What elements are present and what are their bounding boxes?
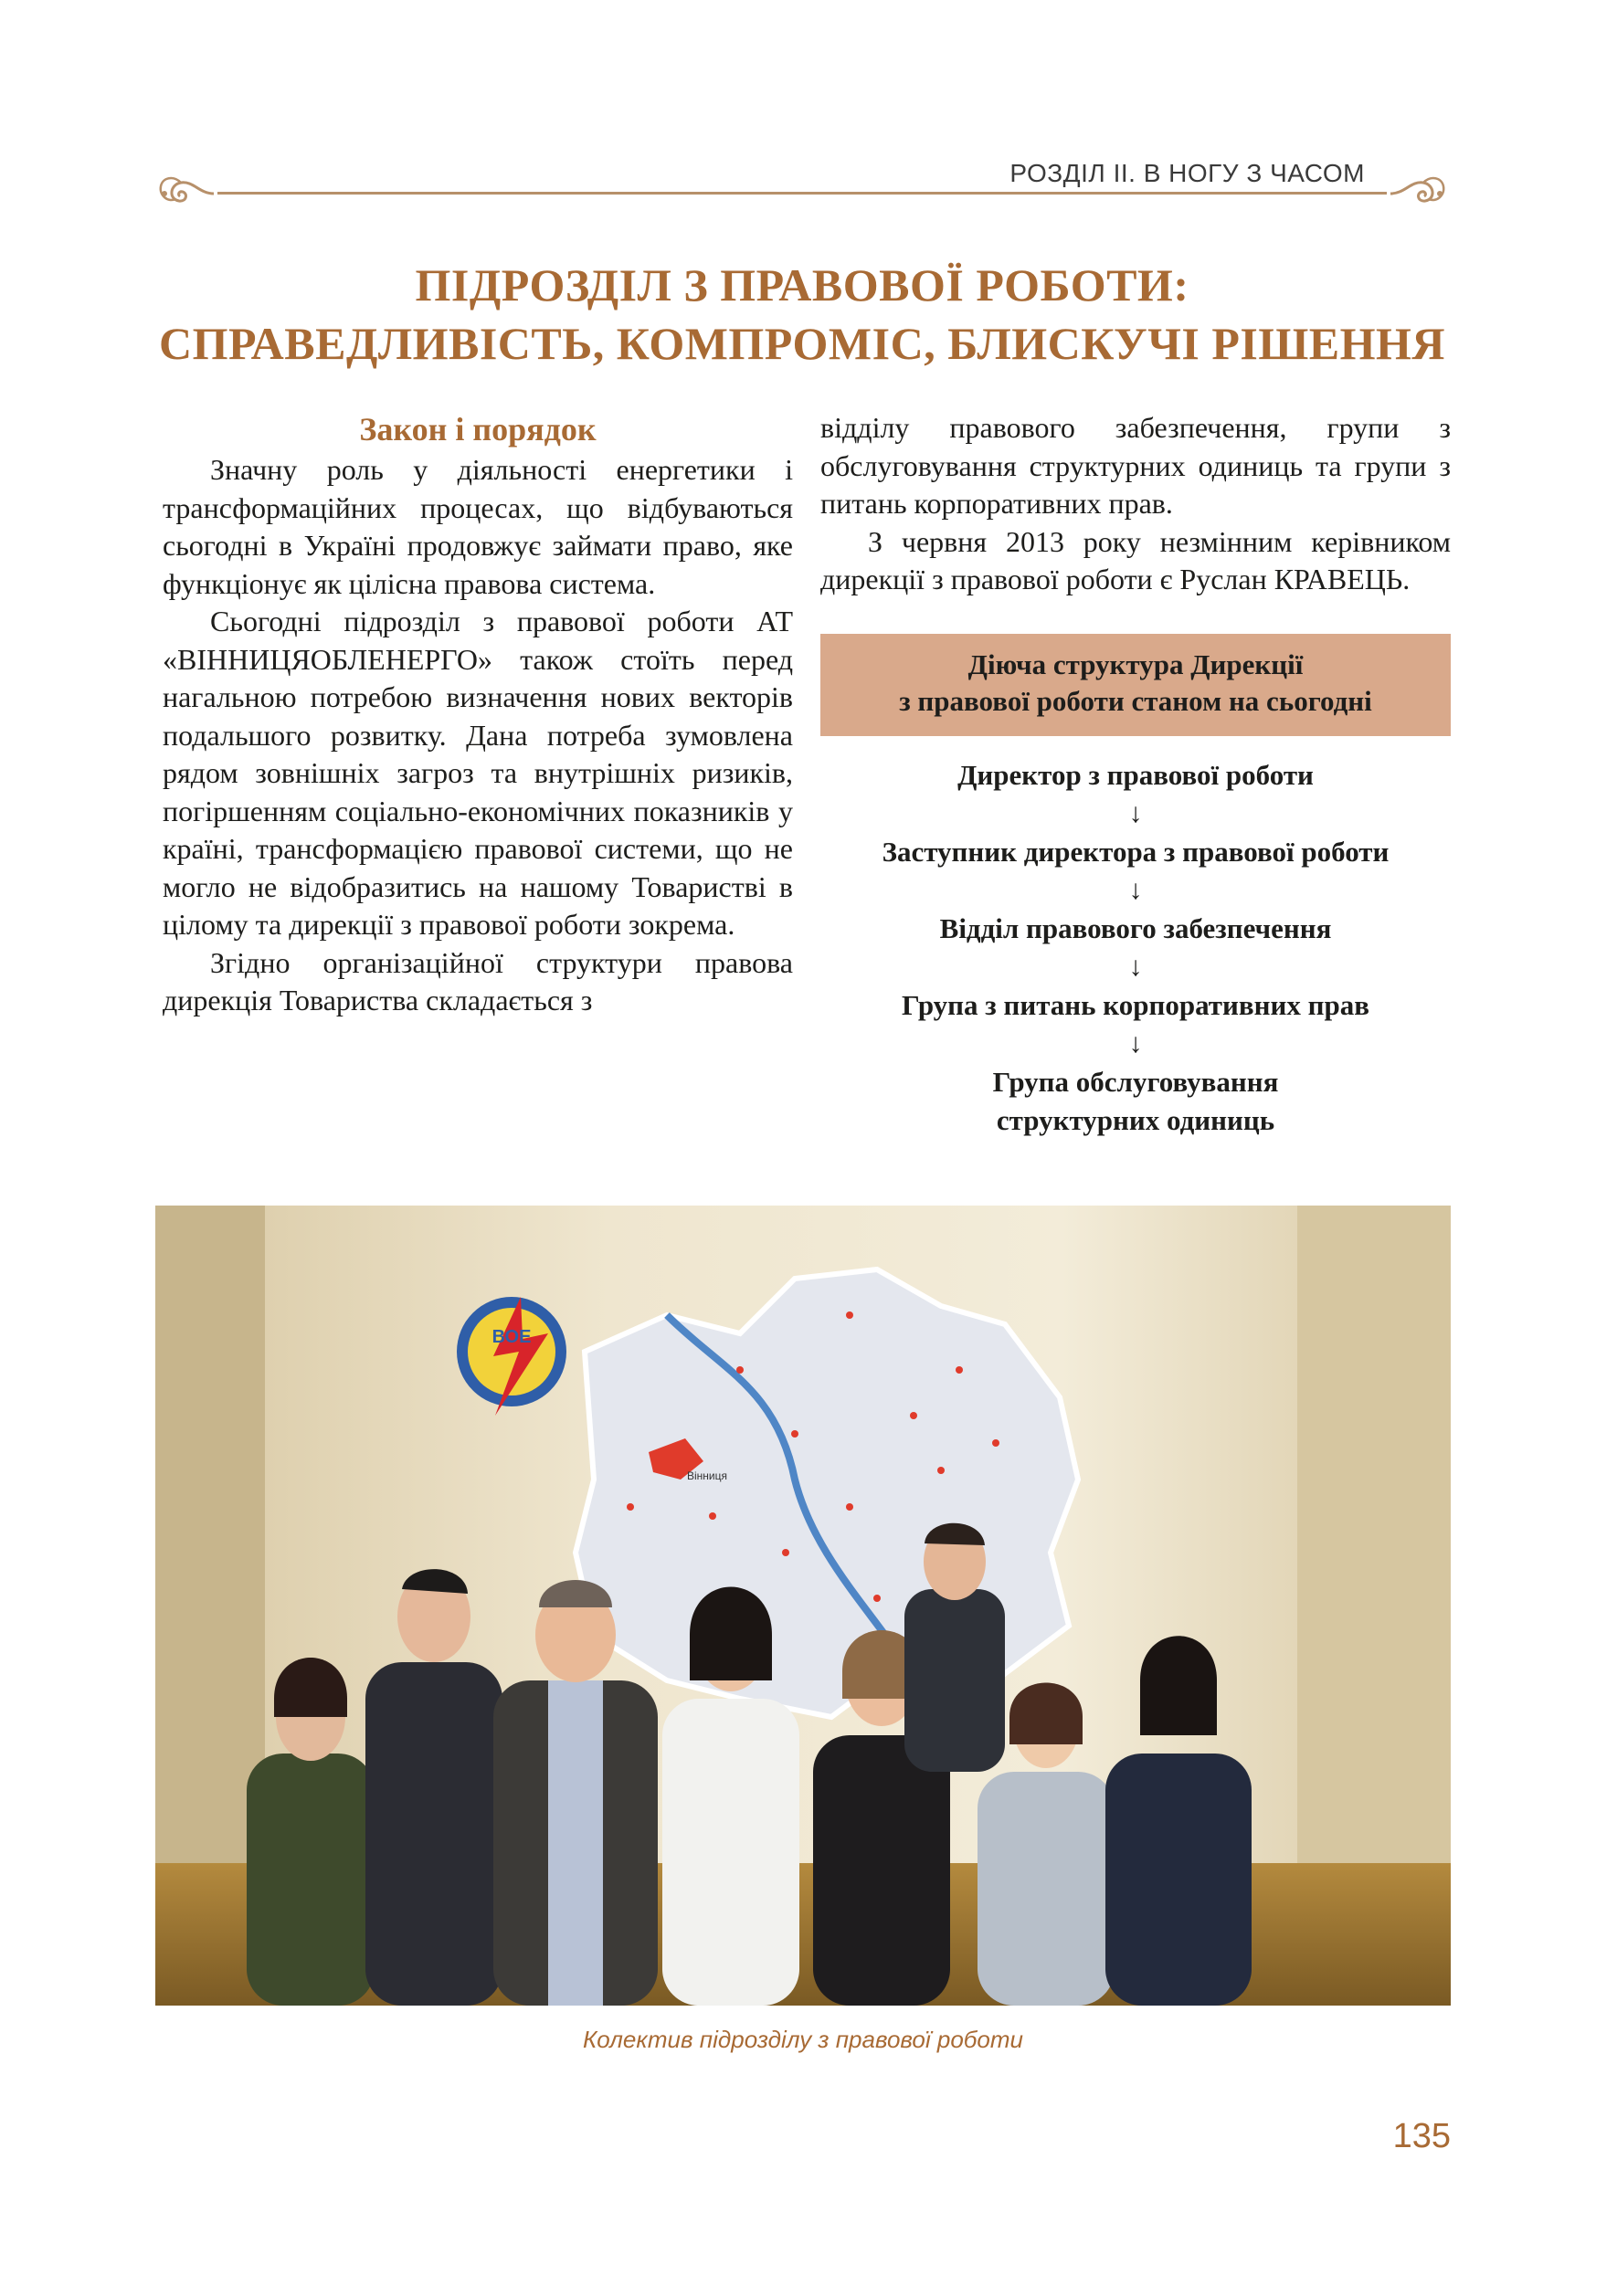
running-header (153, 159, 1451, 217)
structure-item-director: Директор з правової роботи (957, 758, 1314, 791)
title-line-2: СПРАВЕДЛИВІСТЬ, КОМПРОМІС, БЛИСКУЧІ РІШЕННЯ (158, 318, 1446, 369)
page-title (153, 256, 1451, 373)
structure-chart (820, 756, 1451, 1140)
left-column (163, 409, 793, 1020)
down-arrow-icon: ↓ (1128, 951, 1143, 982)
down-arrow-icon: ↓ (1128, 1027, 1143, 1058)
structure-heading-line-2: з правової роботи станом на сьогодні (899, 684, 1372, 717)
structure-heading-line-1: Діюча структура Дирекції (967, 648, 1304, 680)
map-city-label: Вінниця (687, 1469, 727, 1482)
structure-heading-box (820, 634, 1451, 736)
paragraph-continuation: відділу правового забезпечення, групи з обслуговування структурних одиниць та групи з питань корпоративних прав. (820, 411, 1451, 520)
right-column (820, 409, 1451, 1140)
logo-text: ВОЕ (491, 1327, 532, 1347)
section-header: РОЗДІЛ ІІ. В НОГУ З ЧАСОМ (997, 159, 1378, 188)
structure-item-service-group: Група обслуговування структурних одиниць (992, 1065, 1279, 1136)
left-ornament-icon (153, 172, 217, 214)
down-arrow-icon: ↓ (1128, 797, 1143, 828)
structure-item-legal-department: Відділ правового забезпечення (939, 911, 1332, 944)
paragraph-4: З червня 2013 року незмінним керівником дирекції з правової роботи є Руслан КРАВЕЦЬ. (820, 524, 1451, 595)
structure-item-deputy: Заступник директора з правової роботи (882, 835, 1390, 868)
team-photo (155, 1206, 1451, 2006)
title-line-1: ПІДРОЗДІЛ З ПРАВОВОЇ РОБОТИ: (415, 259, 1189, 311)
paragraph-3: Згідно організаційної структури правова дирекція Товариства складається з (163, 945, 793, 1016)
paragraph-2: Сьогодні підрозділ з правової роботи АТ «ВІННИЦЯОБЛЕНЕРГО» також стоїть перед нагальною потребою визначення нових векторів подальшого розвитку. Дана потреба зумовлена рядом зовнішніх загроз та внутрішніх ризиків, погіршенням соціально-економічних показників у країні, трансформацією правової системи, що не могло не відобразитись на нашому Товаристві в цілому та дирекції з правової роботи зокрема. (163, 605, 793, 941)
header-rule (217, 192, 1387, 195)
paragraph-1: Значну роль у діяльності енергетики і трансформаційних процесах, що відбуваються сьогодні в Україні продовжує займати право, яке функціонує як цілісна правова система. (163, 453, 793, 600)
page-number: 135 (1392, 2117, 1451, 2155)
structure-item-corporate-rights-group: Група з питань корпоративних прав (902, 988, 1369, 1021)
down-arrow-icon: ↓ (1128, 874, 1143, 905)
subheading: Закон і порядок (359, 411, 597, 448)
photo-caption: Колектив підрозділу з правової роботи (582, 2026, 1023, 2053)
right-ornament-icon (1387, 172, 1451, 214)
